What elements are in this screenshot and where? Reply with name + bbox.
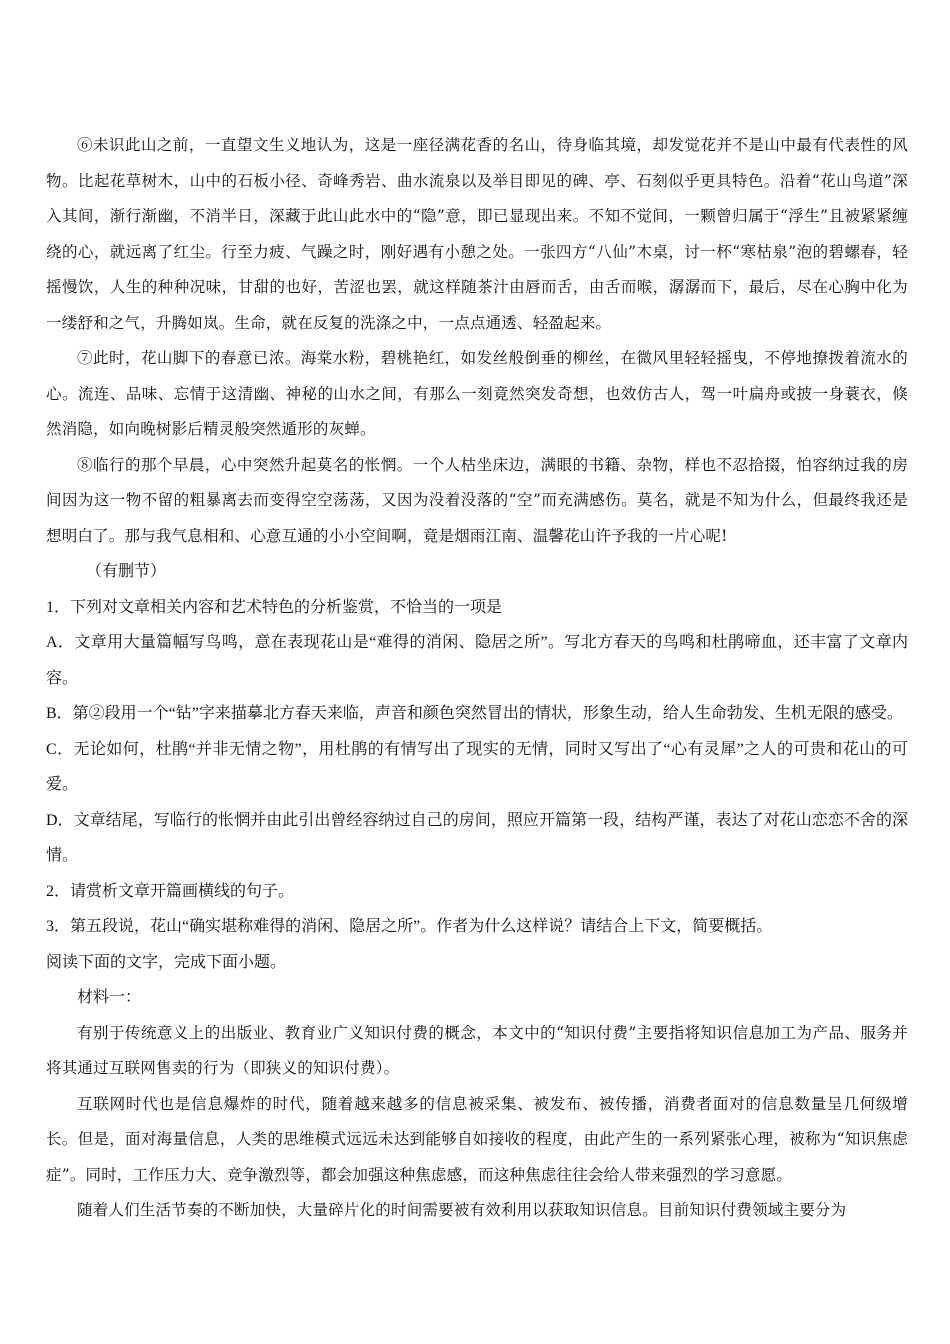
material-paragraph-2: 互联网时代也是信息爆炸的时代，随着越来越多的信息被采集、被发布、被传播，消费者面对的信息数量呈几何级增长。但是，面对海量信息，人类的思维模式远远未达到能够自如接收的程度，由此产生的一系列紧张心理，被称为“知识焦虑症”。同时，工作压力大、竞争激烈等，都会加强这种焦虑感，而这种焦虑往往会给人带来强烈的学习意愿。	[46, 1094, 908, 1184]
abridged-note: （有删节）	[86, 563, 167, 580]
option-d: D．文章结尾，写临行的怅惘并由此引出曾经容纳过自己的房间，照应开篇第一段，结构严谨，表达了对花山恋恋不舍的深情。	[46, 811, 908, 864]
material-paragraph-1: 有别于传统意义上的出版业、教育业广义知识付费的概念，本文中的“知识付费”主要指将知识信息加工为产品、服务并将其通过互联网售卖的行为（即狭义的知识付费）。	[46, 1023, 908, 1077]
document-page	[46, 128, 908, 1229]
passage-paragraph-6: ⑥未识此山之前，一直望文生义地认为，这是一座径满花香的名山，待身临其境，却发觉花并不是山中最有代表性的风物。比起花草树木，山中的石板小径、奇峰秀岩、曲水流泉以及举目即见的碑、亭、石刻似乎更具特色。沿着“花山鸟道”深入其间，渐行渐幽，不消半日，深藏于此山此水中的“隐”意，即已显现出来。不知不觉间，一颗曾归属于“浮生”且被紧紧缠绕的心，就远离了红尘。行至力疲、气躁之时，刚好遇有小憩之处。一张四方“八仙”木桌，讨一杯“寒枯泉”泡的碧螺春，轻摇慢饮，人生的种种况味，甘甜的也好，苦涩也罢，就这样随茶汁由唇而舌，由舌而喉，潺潺而下，最后，尽在心胸中化为一缕舒和之气，升腾如岚。生命，就在反复的洗涤之中，一点点通透、轻盈起来。	[46, 136, 908, 332]
material-paragraph-3: 随着人们生活节奏的不断加快，大量碎片化的时间需要被有效利用以获取知识信息。目前知识付费领域主要分为	[77, 1201, 847, 1219]
question-3: 3．第五段说，花山“确实堪称难得的消闲、隐居之所”。作者为什么这样说？请结合上下文，简要概括。	[46, 918, 773, 935]
reading-instruction: 阅读下面的文字，完成下面小题。	[46, 953, 287, 971]
question-2: 2．请赏析文章开篇画横线的句子。	[46, 882, 295, 900]
material-label: 材料一：	[77, 989, 142, 1006]
option-a: A．文章用大量篇幅写鸟鸣，意在表现花山是“难得的消闲、隐居之所”。写北方春天的鸟鸣和杜鹃啼血，还丰富了文章内容。	[46, 634, 908, 687]
option-b: B．第②段用一个“钻”字来描摹北方春天来临，声音和颜色突然冒出的情状，形象生动，给人生命勃发、生机无限的感受。	[46, 705, 903, 722]
option-c: C．无论如何，杜鹃“并非无情之物”，用杜鹃的有情写出了现实的无情，同时又写出了“心有灵犀”之人的可贵和花山的可爱。	[46, 740, 908, 793]
question-1: 1．下列对文章相关内容和艺术特色的分析鉴赏，不恰当的一项是	[46, 598, 503, 616]
passage-paragraph-7: ⑦此时，花山脚下的春意已浓。海棠水粉，碧桃艳红，如发丝般倒垂的柳丝，在微风里轻轻摇曳，不停地撩拨着流水的心。流连、品味、忘情于这清幽、神秘的山水之间，有那么一刻竟然突发奇想，也效仿古人，驾一叶扁舟或披一身蓑衣，倏然消隐，如向晚树影后精灵般突然遁形的灰蝉。	[46, 349, 908, 438]
passage-paragraph-8: ⑧临行的那个早晨，心中突然升起莫名的怅惘。一个人枯坐床边，满眼的书籍、杂物，样也不忍拾掇，怕容纳过我的房间因为这一物不留的粗暴离去而变得空空荡荡，又因为没着没落的“空”而充满感伤。莫名，就是不知为什么，但最终我还是想明白了。那与我气息相和、心意互通的小小空间啊，竟是烟雨江南、温馨花山许予我的一片心呢!	[46, 455, 908, 545]
